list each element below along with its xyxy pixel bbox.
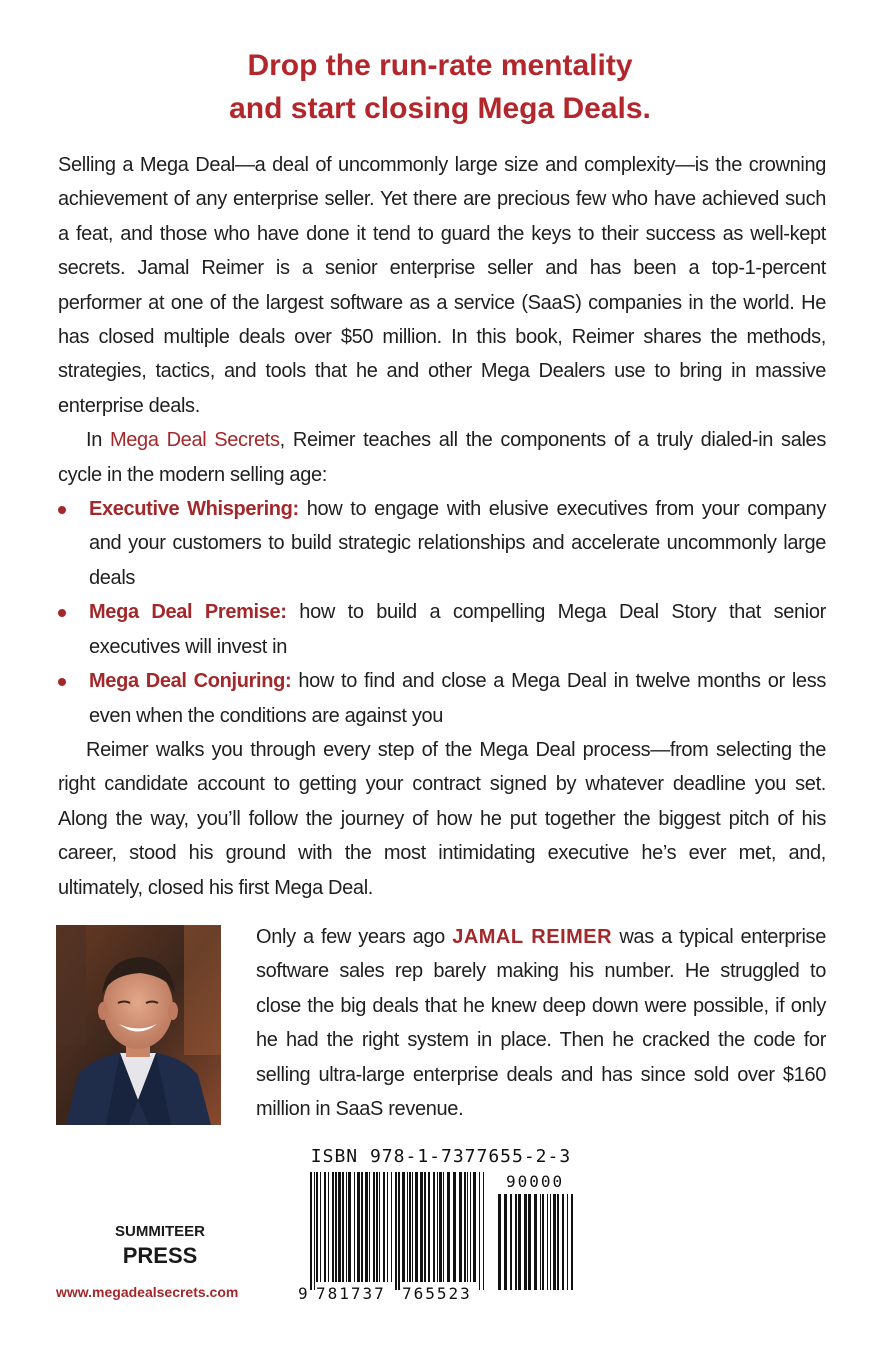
- barcode-bar: [467, 1172, 468, 1282]
- barcode-bar: [528, 1194, 531, 1290]
- bullet-dot-icon: [58, 506, 66, 514]
- barcode-bar: [439, 1172, 442, 1282]
- barcode-bar: [510, 1194, 512, 1290]
- barcode-bar: [464, 1172, 466, 1282]
- component-list: [58, 492, 826, 733]
- barcode-bar: [483, 1172, 484, 1290]
- barcode-bar: [346, 1172, 347, 1282]
- barcode-bar: [447, 1172, 450, 1282]
- description-paragraph-1: Selling a Mega Deal—a deal of uncommonly large size and complexity—is the crowning achievement of any enterprise seller. Yet there are precious few who have achieved such a feat, and those who have done it tend to guard the keys to their success as well-kept secrets. Jamal Reimer is a senior enterprise seller and has been a top-1-percent performer at one of the largest software as a service (SaaS) companies in the world. He has closed multiple deals over $50 million. In this book, Reimer shares the methods, strategies, tactics, and tools that he and other Mega Dealers use to bring in massive enterprise deals.: [58, 154, 826, 417]
- publisher-name-line-2: PRESS: [122, 1243, 198, 1268]
- barcode-bar: [398, 1172, 400, 1290]
- barcode-bar: [504, 1194, 507, 1290]
- list-item-term: Mega Deal Conjuring:: [89, 670, 292, 693]
- list-item-text: how to engage with elusive executives from your company and your customers to build strategic relationships and accelerate uncommonly large deals: [89, 498, 826, 589]
- barcode-bar: [534, 1194, 537, 1290]
- list-item: [58, 492, 826, 595]
- barcode-bar: [338, 1172, 341, 1282]
- paragraph-2-prefix: In: [86, 429, 102, 452]
- website-url: www.megadealsecrets.com: [56, 1284, 239, 1300]
- barcode-bar: [424, 1172, 426, 1282]
- barcode-bar: [361, 1172, 363, 1282]
- barcode-bar: [320, 1172, 321, 1282]
- barcode-bar: [498, 1194, 501, 1290]
- author-photo: [56, 925, 221, 1125]
- barcode-bar: [395, 1172, 397, 1290]
- barcode-bar: [328, 1172, 329, 1282]
- barcode-bar: [420, 1172, 423, 1282]
- barcode-bar: [310, 1172, 312, 1290]
- barcode-bar: [415, 1172, 418, 1282]
- list-item-term: Mega Deal Premise:: [89, 601, 287, 624]
- barcode-bar: [369, 1172, 370, 1282]
- description-paragraph-2: [58, 423, 826, 492]
- barcode-bar: [562, 1194, 564, 1290]
- barcode-bar: [567, 1194, 568, 1290]
- headline-line-2: and start closing Mega Deals.: [229, 92, 651, 125]
- author-name: JAMAL REIMER: [452, 926, 613, 948]
- ean-right-digits: 765523: [402, 1284, 472, 1303]
- publisher-name-line-1: SUMMITEER: [115, 1223, 205, 1240]
- paragraph-2-suffix: , Reimer teaches all the components of a truly dialed-in sales cycle in the modern selling age:: [58, 429, 826, 486]
- list-item-term: Executive Whispering:: [89, 498, 299, 521]
- bullet-dot-icon: [58, 678, 66, 686]
- barcode-bar: [428, 1172, 430, 1282]
- book-description: [58, 148, 826, 905]
- barcode-bar: [332, 1172, 334, 1282]
- barcode-bar: [379, 1172, 380, 1282]
- barcode-bar: [365, 1172, 368, 1282]
- barcode-bar: [542, 1194, 544, 1290]
- book-title: Mega Deal Secrets: [109, 429, 280, 452]
- publisher-logo: [40, 1222, 280, 1270]
- barcode-bar: [316, 1172, 318, 1282]
- bio-prefix: Only a few years ago: [256, 926, 445, 948]
- barcode-bar: [433, 1172, 435, 1282]
- barcode-bar: [348, 1172, 351, 1282]
- list-item-text: how to find and close a Mega Deal in twelve months or less even when the conditions are against you: [89, 670, 826, 727]
- barcode-bar: [479, 1172, 480, 1290]
- headline-line-1: Drop the run-rate mentality: [247, 49, 633, 82]
- list-item: [58, 664, 826, 733]
- barcode-bar: [524, 1194, 527, 1290]
- barcode-bar: [373, 1172, 375, 1282]
- barcode-bar: [324, 1172, 326, 1282]
- barcode-bar: [547, 1194, 548, 1290]
- barcode-bar: [412, 1172, 413, 1282]
- barcode-bar: [553, 1194, 556, 1290]
- barcode-bar: [357, 1172, 360, 1282]
- bullet-dot-icon: [58, 609, 66, 617]
- list-item-text: how to build a compelling Mega Deal Story that senior executives will invest in: [89, 601, 826, 658]
- barcode-bar: [391, 1172, 392, 1282]
- barcode-bar: [335, 1172, 337, 1282]
- barcode-bar: [376, 1172, 378, 1282]
- bio-text: was a typical enterprise software sales rep barely making his number. He struggled to close the big deals that he knew deep down were possible, if only he had the right system in place. Then he cracked the code for selling ultra-large enterprise deals and has since sold over $160 million in SaaS revenue.: [256, 926, 826, 1121]
- barcode-bar: [550, 1194, 551, 1290]
- barcode-bar: [515, 1194, 517, 1290]
- author-bio: [256, 920, 826, 1126]
- barcode-bar: [409, 1172, 411, 1282]
- barcode-bar: [383, 1172, 385, 1282]
- ean-left-digits: 781737: [316, 1284, 386, 1303]
- isbn-label: ISBN 978-1-7377655-2-3: [310, 1146, 572, 1167]
- barcode-bar: [437, 1172, 438, 1282]
- barcode-bar: [470, 1172, 471, 1282]
- barcode-bar: [571, 1194, 573, 1290]
- barcode-bar: [459, 1172, 462, 1282]
- barcode-bar: [342, 1172, 344, 1282]
- barcode-bar: [540, 1194, 541, 1290]
- barcode-bar: [518, 1194, 521, 1290]
- barcode-bar: [443, 1172, 444, 1282]
- price-code: 90000: [506, 1172, 565, 1191]
- barcode-bar: [557, 1194, 559, 1290]
- barcode-bar: [314, 1172, 315, 1290]
- barcode-bar: [453, 1172, 456, 1282]
- barcode-bar: [402, 1172, 405, 1282]
- list-item: [58, 595, 826, 664]
- barcode-bar: [473, 1172, 476, 1282]
- barcode-bar: [407, 1172, 408, 1282]
- description-paragraph-3: Reimer walks you through every step of the Mega Deal process—from selecting the right candidate account to getting your contract signed by whatever deadline you set. Along the way, you’ll follow the journey of how he put together the biggest pitch of his career, stood his ground with the most intimidating executive he’s ever met, and, ultimately, closed his first Mega Deal.: [58, 738, 826, 899]
- barcode-bar: [387, 1172, 388, 1282]
- barcode: [298, 1168, 578, 1308]
- ean-first-digit: 9: [298, 1284, 308, 1303]
- barcode-bar: [354, 1172, 355, 1282]
- headline: [0, 44, 880, 130]
